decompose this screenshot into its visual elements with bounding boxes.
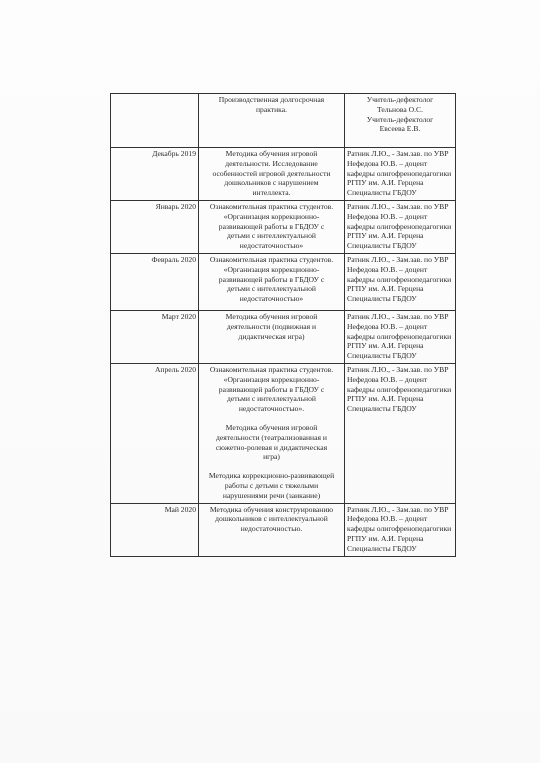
staff-cell bbox=[345, 148, 456, 201]
topic-cell bbox=[199, 200, 345, 253]
staff-cell bbox=[345, 253, 456, 310]
table-row bbox=[111, 253, 456, 310]
header-practice-text: Производственная долгосрочная практика. bbox=[218, 95, 325, 114]
header-practice-type bbox=[199, 94, 345, 148]
topic-cell bbox=[199, 253, 345, 310]
staff-cell bbox=[345, 363, 456, 503]
topic-text: Методика коррекционно-развивающей работы с детьми с тяжелыми нарушениями речи (заикание) bbox=[208, 471, 335, 500]
topic-text: Методика обучения конструированию дошкольников с интеллектуальной недостаточностью. bbox=[209, 504, 334, 534]
topic-text: Методика обучения игровой деятельности (театрализованная и сюжетно-ролевая и дидактическая игра) bbox=[215, 422, 328, 462]
table-row bbox=[111, 503, 456, 556]
table-row bbox=[111, 310, 456, 363]
topic-cell bbox=[199, 363, 345, 503]
header-cell-empty bbox=[111, 94, 199, 148]
staff-text: Ратник Л.Ю., - Зам.зав. по УВР Нефедова Ю.В. – доцент кафедры олигофренопедагогики РГПУ им. А.И. Герцена Специалисты ГБДОУ bbox=[347, 201, 452, 251]
table-row bbox=[111, 200, 456, 253]
topic-text: Ознакомительная практика студентов. «Организация коррекционно- развивающей работы в ГБДОУ с детьми с интеллектуальной недостаточностью» bbox=[209, 201, 334, 251]
table-header-row bbox=[111, 94, 456, 148]
month-cell: Май 2020 bbox=[111, 503, 199, 556]
month-cell: Апрель 2020 bbox=[111, 363, 199, 503]
header-teachers-text: Учитель-дефектолог Тельнова О.С. Учитель-дефектолог Евсеева Е.В. bbox=[366, 95, 434, 134]
schedule-table bbox=[110, 93, 456, 557]
topic-text: Методика обучения игровой деятельности. Исследование особенностей игровой деятельности дошкольников с нарушением интеллекта. bbox=[212, 149, 331, 198]
month-cell: Январь 2020 bbox=[111, 200, 199, 253]
staff-text: Ратник Л.Ю., - Зам.зав. по УВР Нефедова Ю.В. – доцент кафедры олигофренопедагогики РГПУ им. А.И. Герцена Специалисты ГБДОУ bbox=[347, 504, 452, 553]
topic-text: Методика обучения игровой деятельности (подвижная и дидактическая игра) bbox=[225, 311, 318, 341]
staff-text: Ратник Л.Ю., - Зам.зав. по УВР Нефедова Ю.В. – доцент кафедры олигофренопедагогики РГПУ им. А.И. Герцена Специалисты ГБДОУ bbox=[347, 254, 452, 304]
staff-text: Ратник Л.Ю., - Зам.зав. по УВР Нефедова Ю.В. – доцент кафедры олигофренопедагогики РГПУ им. А.И. Герцена Специалисты ГБДОУ bbox=[347, 364, 452, 414]
topic-text: Ознакомительная практика студентов. «Организация коррекционно- развивающей работы в ГБДОУ с детьми с интеллектуальной недостаточностью». bbox=[209, 364, 334, 414]
table-row bbox=[111, 363, 456, 503]
topic-cell bbox=[199, 148, 345, 201]
month-cell: Март 2020 bbox=[111, 310, 199, 363]
table-row bbox=[111, 148, 456, 201]
topic-cell bbox=[199, 503, 345, 556]
staff-cell bbox=[345, 200, 456, 253]
staff-cell bbox=[345, 503, 456, 556]
staff-text: Ратник Л.Ю., - Зам.зав. по УВР Нефедова Ю.В. – доцент кафедры олигофренопедагогики РГПУ им. А.И. Герцена Специалисты ГБДОУ bbox=[347, 311, 452, 361]
month-cell: Декабрь 2019 bbox=[111, 148, 199, 201]
staff-cell bbox=[345, 310, 456, 363]
topic-cell bbox=[199, 310, 345, 363]
month-cell: Февраль 2020 bbox=[111, 253, 199, 310]
topic-text: Ознакомительная практика студентов. «Организация коррекционно- развивающей работы в ГБДОУ с детьми с интеллектуальной недостаточностью» bbox=[209, 254, 334, 304]
staff-text: Ратник Л.Ю., - Зам.зав. по УВР Нефедова Ю.В. – доцент кафедры олигофренопедагогики РГПУ им. А.И. Герцена Специалисты ГБДОУ bbox=[347, 149, 452, 198]
header-teachers bbox=[345, 94, 456, 148]
